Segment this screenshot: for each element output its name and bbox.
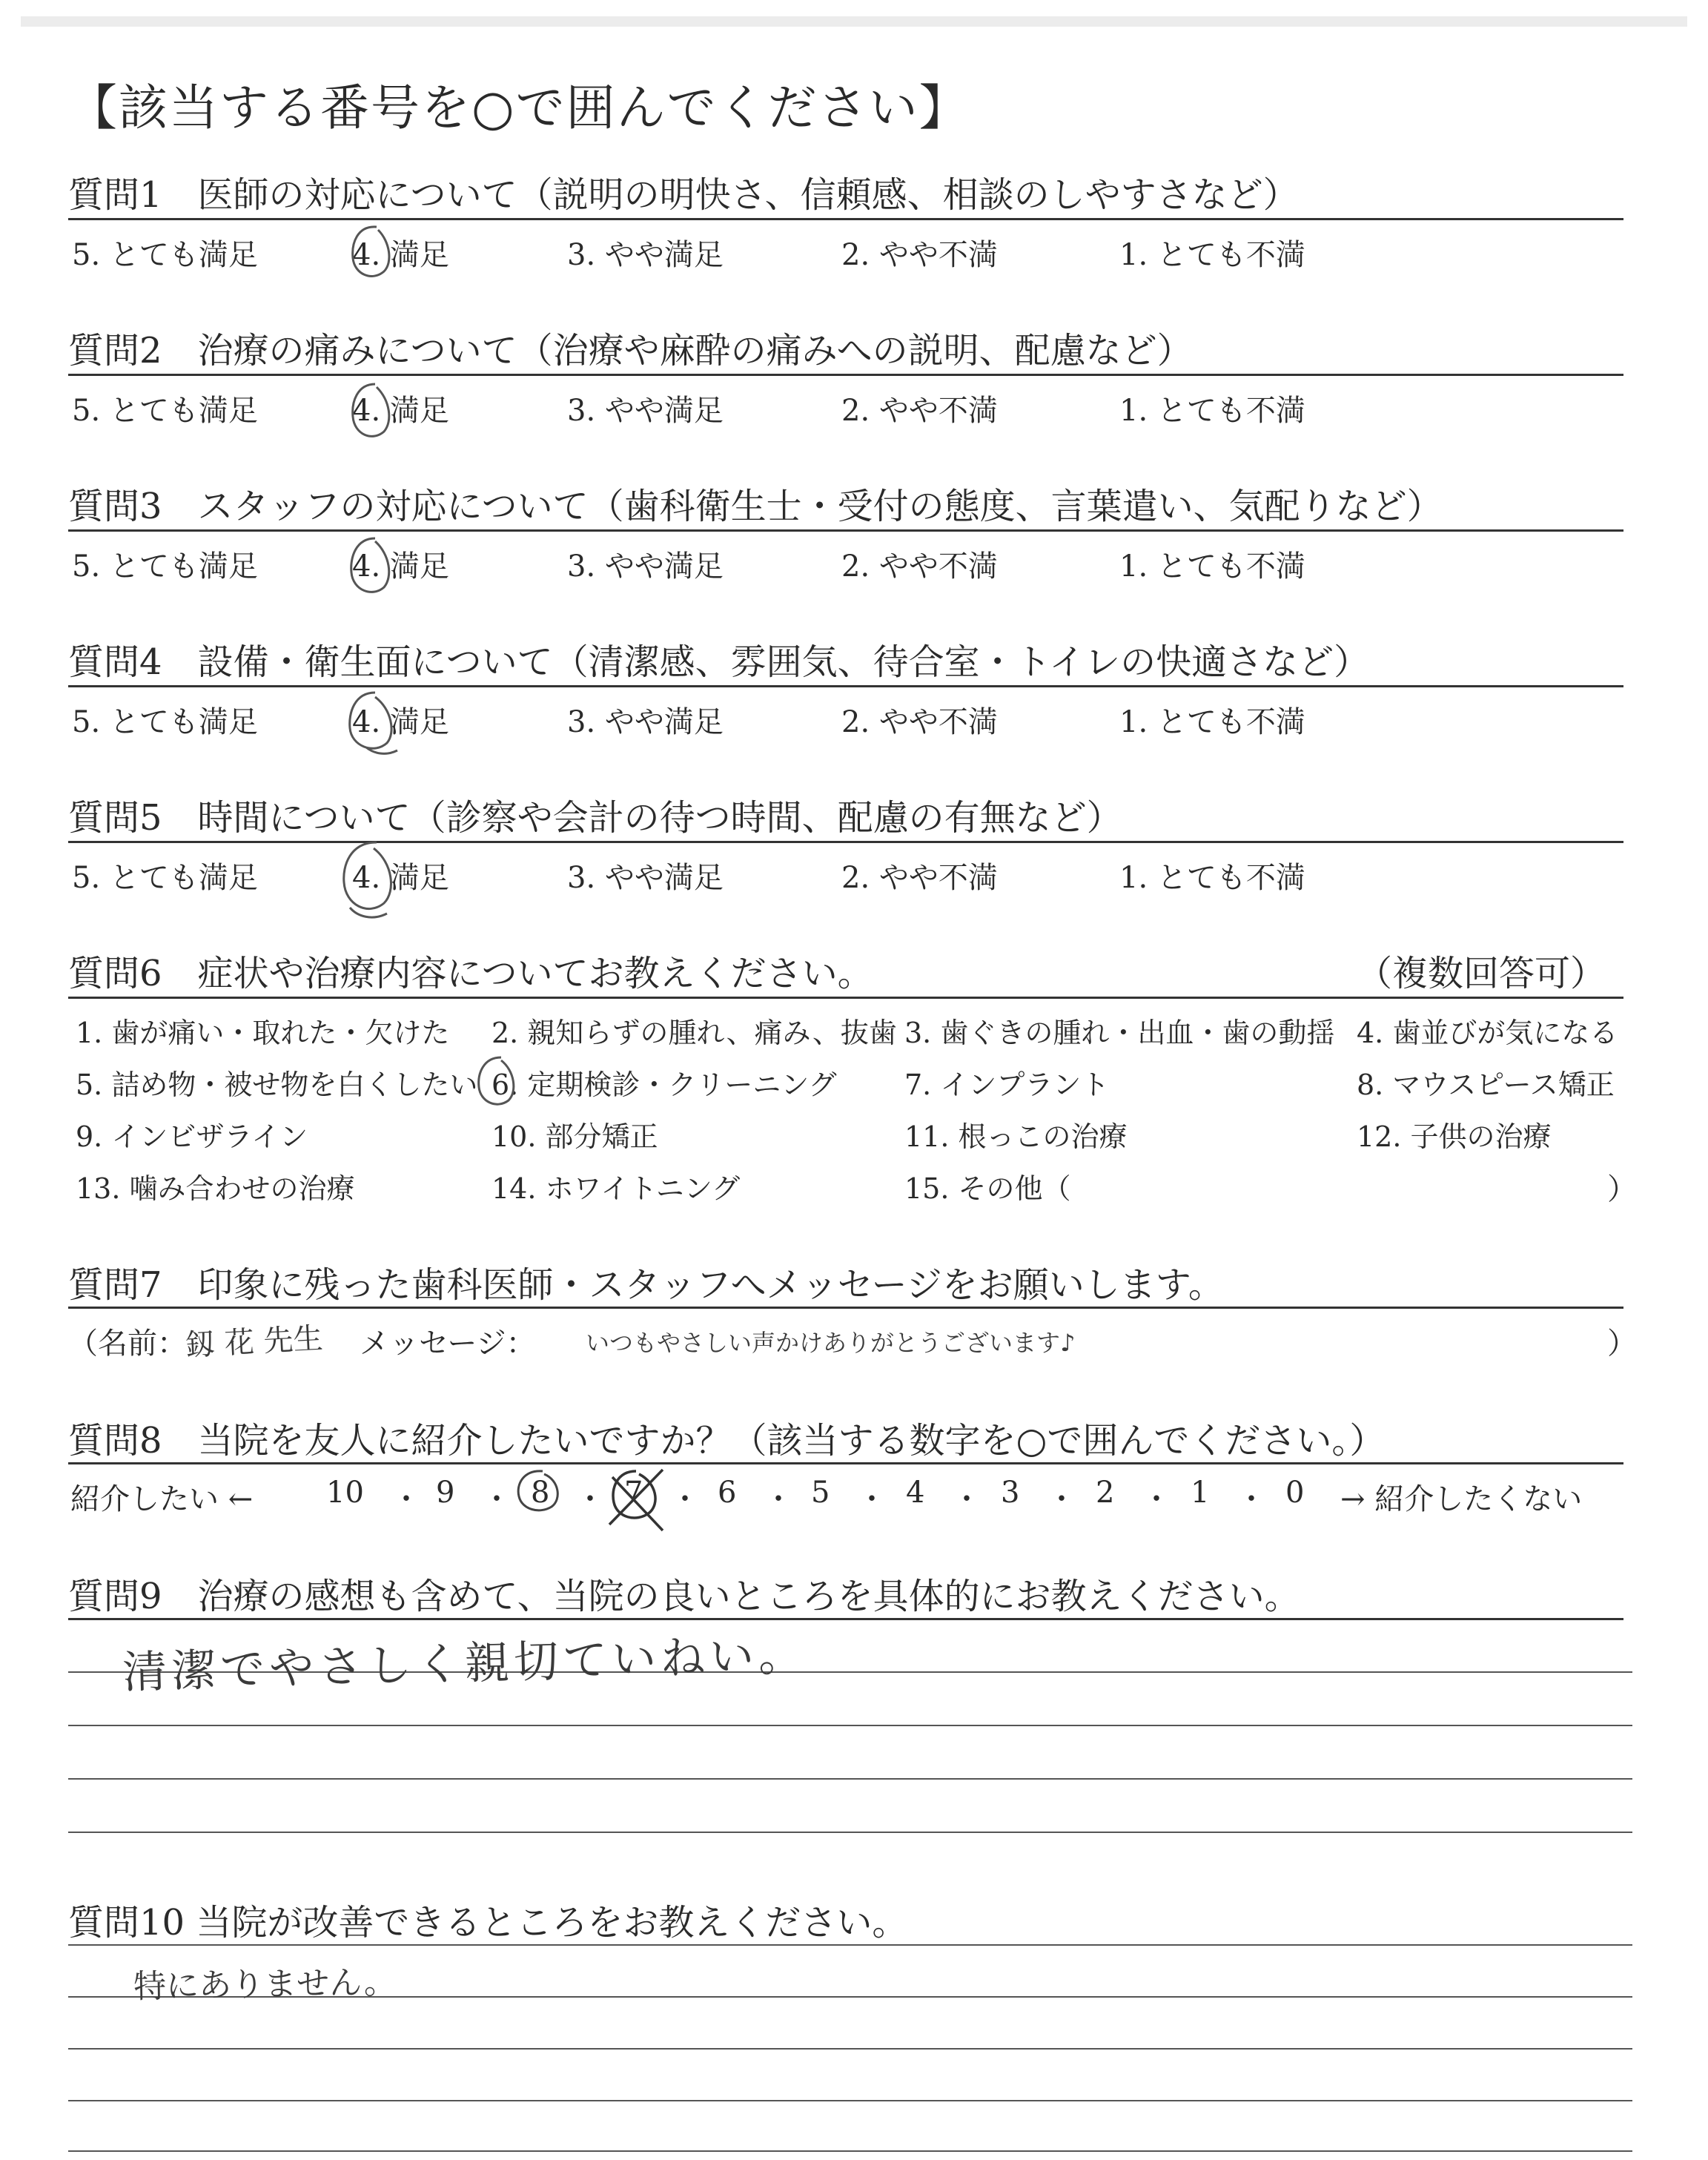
q6-item-6[interactable]: 6. 定期検診・クリーニング — [491, 1069, 837, 1101]
q9-answer-line-2 — [68, 1725, 1632, 1726]
page-title: 【該当する番号を○で囲んでください】 — [68, 79, 970, 136]
q8-number-3[interactable]: 3 — [1001, 1476, 1020, 1510]
q2-option-3[interactable]: 3. やや満足 — [567, 394, 724, 428]
q6-item-3[interactable]: 3. 歯ぐきの腫れ・出血・歯の動揺 — [904, 1017, 1335, 1049]
question-8-rule — [68, 1462, 1623, 1464]
q8-number-7[interactable]: 7 — [624, 1476, 643, 1510]
q10-answer-line-1 — [68, 1944, 1632, 1946]
q5-option-2[interactable]: 2. やや不満 — [841, 861, 998, 895]
q8-number-1[interactable]: 1 — [1191, 1476, 1210, 1510]
q10-answer-line-3 — [68, 2048, 1632, 2050]
q6-item-1[interactable]: 1. 歯が痛い・取れた・欠けた — [76, 1017, 450, 1049]
q3-option-5[interactable]: 5. とても満足 — [72, 549, 258, 584]
question-5-rule — [68, 841, 1623, 843]
q8-number-0[interactable]: 0 — [1285, 1476, 1305, 1510]
q6-item-9[interactable]: 9. インビザライン — [76, 1120, 308, 1153]
question-9-heading: 質問9 治療の感想も含めて、当院の良いところを具体的にお教えください。 — [68, 1576, 1300, 1617]
q7-name-label: （名前： — [68, 1327, 187, 1361]
question-7-heading: 質問7 印象に残った歯科医師・スタッフへメッセージをお願いします。 — [68, 1264, 1224, 1306]
question-4-rule — [68, 685, 1623, 687]
q8-number-4[interactable]: 4 — [906, 1476, 925, 1510]
q8-number-6[interactable]: 6 — [718, 1476, 737, 1510]
q8-number-5[interactable]: 5 — [811, 1476, 830, 1510]
q1-option-2[interactable]: 2. やや不満 — [841, 238, 998, 272]
question-3-heading: 質問3 スタッフの対応について（歯科衛生士・受付の態度、言葉遣い、気配りなど） — [68, 486, 1443, 527]
q3-option-2[interactable]: 2. やや不満 — [841, 549, 998, 584]
q2-option-1[interactable]: 1. とても不満 — [1119, 394, 1305, 428]
q8-separator-dot: ・ — [391, 1482, 421, 1516]
q3-option-4[interactable]: 4. 満足 — [352, 549, 449, 584]
q8-separator-dot: ・ — [952, 1482, 982, 1516]
q10-answer-line-4 — [68, 2100, 1632, 2101]
question-7-rule — [68, 1307, 1623, 1309]
q8-number-9[interactable]: 9 — [436, 1476, 455, 1510]
q9-answer-handwriting[interactable]: 清潔でやさしく親切ていねい。 — [122, 1628, 808, 1700]
q8-right-label: → 紹介したくない — [1340, 1482, 1583, 1516]
question-6-rule — [68, 997, 1623, 999]
q8-separator-dot: ・ — [857, 1482, 887, 1516]
question-4-heading: 質問4 設備・衛生面について（清潔感、雰囲気、待合室・トイレの快適さなど） — [68, 641, 1370, 683]
q8-left-label: 紹介したい ← — [70, 1482, 254, 1516]
q3-option-3[interactable]: 3. やや満足 — [567, 549, 724, 584]
q6-item-15[interactable]: 15. その他（ — [904, 1172, 1071, 1205]
q8-separator-dot: ・ — [1142, 1482, 1171, 1516]
question-8-heading: 質問8 当院を友人に紹介したいですか？（該当する数字を○で囲んでください。） — [68, 1420, 1386, 1462]
q10-answer-handwriting[interactable]: 特にありません。 — [133, 1963, 397, 2007]
q8-separator-dot: ・ — [764, 1482, 793, 1516]
q8-number-2[interactable]: 2 — [1096, 1476, 1115, 1510]
q4-option-1[interactable]: 1. とても不満 — [1119, 705, 1305, 739]
q9-answer-line-3 — [68, 1778, 1632, 1780]
q1-option-1[interactable]: 1. とても不満 — [1119, 238, 1305, 272]
q6-item-12[interactable]: 12. 子供の治療 — [1357, 1120, 1552, 1153]
q6-item-8[interactable]: 8. マウスピース矯正 — [1357, 1069, 1615, 1101]
q5-option-5[interactable]: 5. とても満足 — [72, 861, 258, 895]
question-2-rule — [68, 374, 1623, 376]
q6-item-7[interactable]: 7. インプラント — [904, 1069, 1110, 1101]
q6-item-2[interactable]: 2. 親知らずの腫れ、痛み、抜歯 — [491, 1017, 897, 1049]
q8-separator-dot: ・ — [670, 1482, 700, 1516]
q1-option-5[interactable]: 5. とても満足 — [72, 238, 258, 272]
q7-message-label: メッセージ： — [360, 1327, 536, 1361]
question-6-multiple-note: （複数回答可） — [1357, 953, 1606, 994]
q8-separator-dot: ・ — [575, 1482, 605, 1516]
question-9-rule — [68, 1618, 1623, 1620]
q4-option-3[interactable]: 3. やや満足 — [567, 705, 724, 739]
q4-option-2[interactable]: 2. やや不満 — [841, 705, 998, 739]
q5-option-1[interactable]: 1. とても不満 — [1119, 861, 1305, 895]
q2-option-2[interactable]: 2. やや不満 — [841, 394, 998, 428]
q6-item-10[interactable]: 10. 部分矯正 — [491, 1120, 658, 1153]
q2-option-5[interactable]: 5. とても満足 — [72, 394, 258, 428]
q8-number-8[interactable]: 8 — [531, 1476, 550, 1510]
q2-option-4[interactable]: 4. 満足 — [352, 394, 449, 428]
q8-separator-dot: ・ — [482, 1482, 512, 1516]
q6-other-close-paren: ） — [1607, 1172, 1637, 1206]
question-3-rule — [68, 529, 1623, 532]
q7-name-handwriting[interactable]: 釼 花 先生 — [185, 1321, 324, 1363]
question-6-heading: 質問6 症状や治療内容についてお教えください。 — [68, 953, 873, 994]
q8-number-10[interactable]: 10 — [326, 1476, 364, 1510]
q5-option-3[interactable]: 3. やや満足 — [567, 861, 724, 895]
q1-option-4[interactable]: 4. 満足 — [352, 238, 449, 272]
q4-option-5[interactable]: 5. とても満足 — [72, 705, 258, 739]
q8-separator-dot: ・ — [1047, 1482, 1076, 1516]
q10-answer-line-5 — [68, 2150, 1632, 2152]
q6-item-4[interactable]: 4. 歯並びが気になる — [1357, 1017, 1618, 1049]
q6-item-14[interactable]: 14. ホワイトニング — [491, 1172, 741, 1205]
question-1-rule — [68, 218, 1623, 220]
q5-option-4[interactable]: 4. 満足 — [352, 861, 449, 895]
q6-item-5[interactable]: 5. 詰め物・被せ物を白くしたい — [76, 1069, 478, 1101]
question-1-heading: 質問1 医師の対応について（説明の明快さ、信頼感、相談のしやすさなど） — [68, 174, 1299, 216]
question-5-heading: 質問5 時間について（診察や会計の待つ時間、配慮の有無など） — [68, 797, 1122, 839]
q3-option-1[interactable]: 1. とても不満 — [1119, 549, 1305, 584]
q1-option-3[interactable]: 3. やや満足 — [567, 238, 724, 272]
question-10-heading: 質問10 当院が改善できるところをお教えください。 — [68, 1902, 908, 1943]
q7-close-paren: ） — [1607, 1327, 1637, 1361]
q7-message-handwriting[interactable]: いつもやさしい声かけありがとうございます♪ — [586, 1329, 1076, 1357]
page-top-band — [21, 16, 1687, 27]
q6-item-11[interactable]: 11. 根っこの治療 — [904, 1120, 1128, 1153]
question-2-heading: 質問2 治療の痛みについて（治療や麻酔の痛みへの説明、配慮など） — [68, 330, 1193, 371]
q8-separator-dot: ・ — [1237, 1482, 1266, 1516]
q6-item-13[interactable]: 13. 噛み合わせの治療 — [76, 1172, 355, 1205]
q4-option-4[interactable]: 4. 満足 — [352, 705, 449, 739]
q9-answer-line-4 — [68, 1832, 1632, 1833]
